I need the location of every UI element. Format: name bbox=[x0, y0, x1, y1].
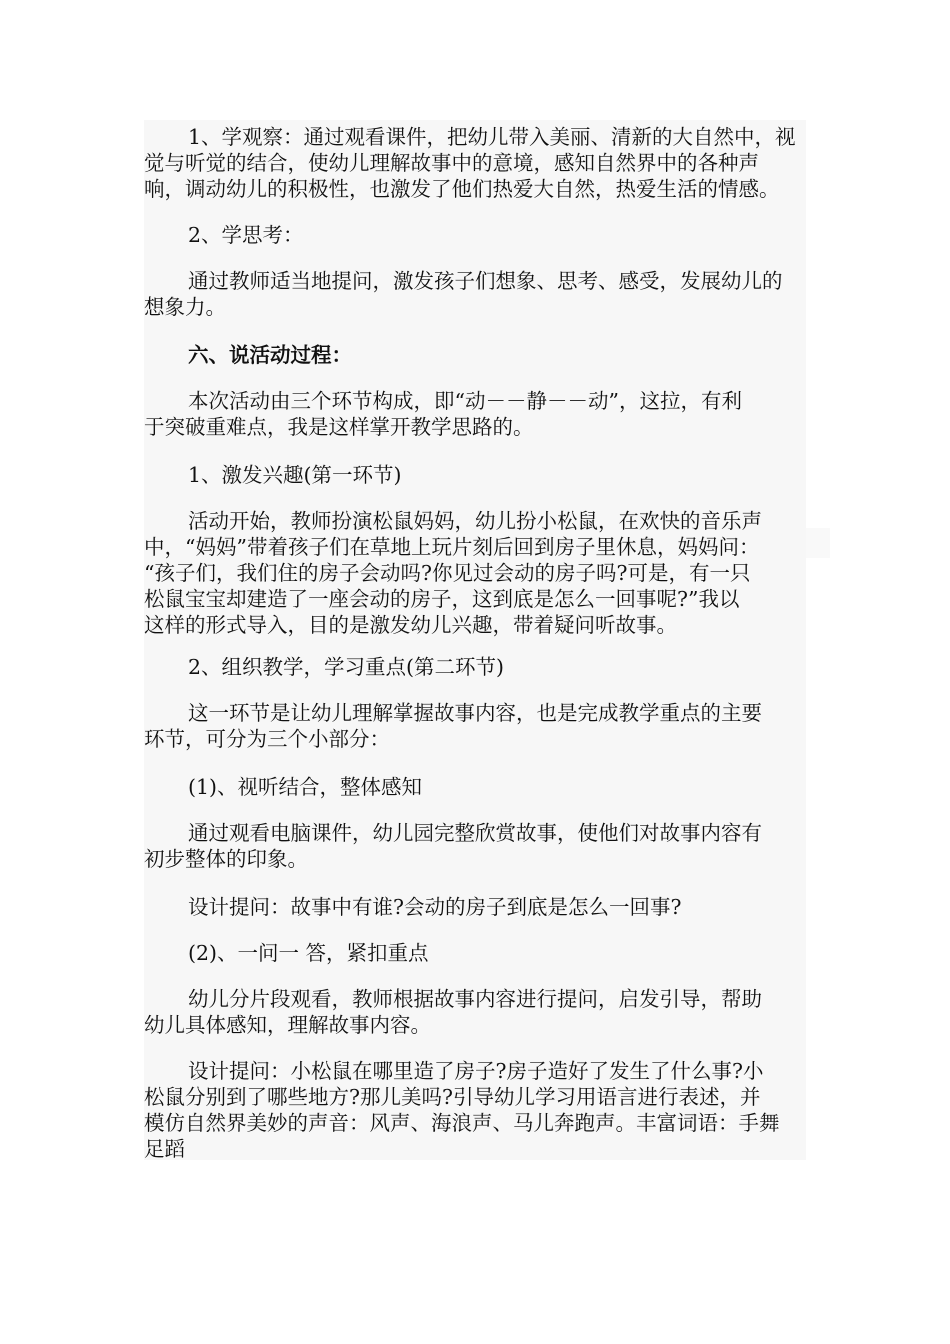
text-line: 模仿自然界美妙的声音：风声、海浪声、马儿奔跑声。丰富词语：手舞 bbox=[144, 1111, 780, 1135]
text-line: 于突破重难点，我是这样掌开教学思路的。 bbox=[144, 415, 534, 439]
text-line: 幼儿分片段观看，教师根据故事内容进行提问，启发引导，帮助 bbox=[188, 987, 762, 1011]
text-line: 初步整体的印象。 bbox=[144, 847, 308, 871]
section-heading-process bbox=[144, 342, 806, 368]
paragraph-observe bbox=[144, 124, 806, 202]
text-line: 松鼠分别到了哪些地方?那儿美吗?引导幼儿学习用语言进行表述，并 bbox=[144, 1085, 761, 1109]
document-body bbox=[144, 120, 806, 1160]
text-line: 松鼠宝宝却建造了一座会动的房子，这到底是怎么一回事呢?”我以 bbox=[144, 587, 740, 611]
text-line: 这一环节是让幼儿理解掌握故事内容，也是完成教学重点的主要 bbox=[188, 701, 762, 725]
paragraph-part2-body bbox=[144, 986, 806, 1038]
text-line: 足蹈 bbox=[144, 1137, 185, 1161]
text-line: 设计提问：小松鼠在哪里造了房子?房子造好了发生了什么事?小 bbox=[188, 1059, 764, 1083]
paragraph-part2-heading bbox=[144, 940, 806, 966]
paragraph-process-intro bbox=[144, 388, 806, 440]
paragraph-stage1-body bbox=[144, 508, 806, 638]
text-line: 通过教师适当地提问，激发孩子们想象、思考、感受，发展幼儿的 bbox=[188, 269, 783, 293]
text-line: (1)、视听结合，整体感知 bbox=[188, 775, 423, 799]
text-line: 设计提问：故事中有谁?会动的房子到底是怎么一回事? bbox=[188, 895, 682, 919]
text-line: 中，“妈妈”带着孩子们在草地上玩片刻后回到房子里休息，妈妈问： bbox=[144, 535, 760, 559]
text-line: 通过观看电脑课件，幼儿园完整欣赏故事，使他们对故事内容有 bbox=[188, 821, 762, 845]
text-line: 觉与听觉的结合，使幼儿理解故事中的意境，感知自然界中的各种声 bbox=[144, 151, 759, 175]
text-overhang bbox=[806, 528, 830, 558]
text-line: 2、学思考： bbox=[188, 223, 304, 247]
paragraph-stage2-heading bbox=[144, 654, 806, 680]
text-line: 响，调动幼儿的积极性，也激发了他们热爱大自然，热爱生活的情感。 bbox=[144, 177, 780, 201]
text-line: 1、激发兴趣(第一环节) bbox=[188, 463, 402, 487]
paragraph-think-body bbox=[144, 268, 806, 320]
paragraph-part1-question bbox=[144, 894, 806, 920]
text-line: 本次活动由三个环节构成，即“动－－静－－动”，这拉，有利 bbox=[188, 389, 742, 413]
paragraph-part1-body bbox=[144, 820, 806, 872]
text-line: 环节，可分为三个小部分： bbox=[144, 727, 390, 751]
paragraph-stage2-body bbox=[144, 700, 806, 752]
text-line: 1、学观察：通过观看课件，把幼儿带入美丽、清新的大自然中，视 bbox=[188, 125, 796, 149]
text-line: 活动开始，教师扮演松鼠妈妈，幼儿扮小松鼠，在欢快的音乐声 bbox=[188, 509, 762, 533]
text-line: 幼儿具体感知，理解故事内容。 bbox=[144, 1013, 431, 1037]
text-line: 六、说活动过程： bbox=[188, 343, 352, 367]
paragraph-stage1-heading bbox=[144, 462, 806, 488]
paragraph-part1-heading bbox=[144, 774, 806, 800]
paragraph-part2-question bbox=[144, 1058, 806, 1162]
text-line: “孩子们，我们住的房子会动吗?你见过会动的房子吗?可是，有一只 bbox=[144, 561, 751, 585]
text-line: 这样的形式导入，目的是激发幼儿兴趣，带着疑问听故事。 bbox=[144, 613, 677, 637]
text-line: (2)、一问一 答，紧扣重点 bbox=[188, 941, 429, 965]
text-line: 2、组织教学，学习重点(第二环节) bbox=[188, 655, 505, 679]
text-line: 想象力。 bbox=[144, 295, 226, 319]
paragraph-think-heading bbox=[144, 222, 806, 248]
